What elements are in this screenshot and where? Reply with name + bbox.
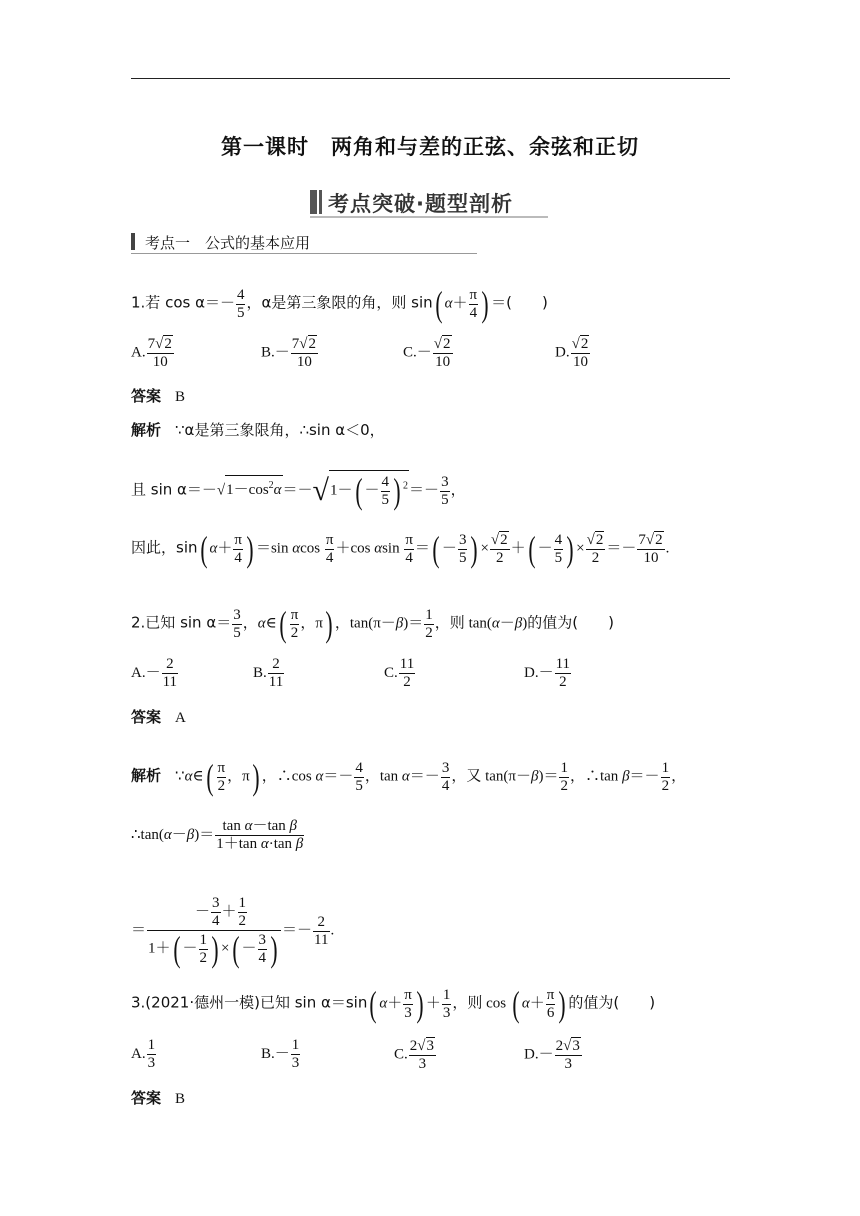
section-banner [310,188,548,218]
q3-answer: 答案 B [131,1089,186,1107]
q2-option-b: B. $\frac{2}{11}$ [253,656,284,690]
subsection-heading [131,230,477,254]
q1-analysis-1: 解析 ∵α是第三象限角，∴sin α＜0， [131,421,385,439]
q3-option-b: B.－ $\frac{1}{3}$ [261,1037,300,1071]
q2-analysis-1: 解析 ∵α∈( $\frac{\pi}{2}$ ，π) ，∴cos α＝－ $\frac{4}{5}$ ，tan α＝－ $\frac{3}{4}$ ，又 tan(π－β)＝ $\frac{1}{2}$ ，∴tan β＝－ $\frac{1}{2}$ ， [131,757,687,797]
header-rule [131,78,730,79]
q1-option-a: A. $\frac{7√2}{10}$ [131,336,172,370]
q2-analysis-3: ＝ － $\frac{3}{4}$ ＋ $\frac{1}{2}$ 1＋( － $\frac{1}{2}$ ) ×( － $\frac{3}{4}$ ) ＝－ $\frac{2}{11}$ . [131,895,335,969]
q2-option-d: D.－ $\frac{11}{2}$ [524,656,571,690]
q2-option-a: A.－ $\frac{2}{11}$ [131,656,178,690]
q3-option-a: A. $\frac{1}{3}$ [131,1037,156,1071]
q3-option-c: C. $\frac{2√3}{3}$ [394,1038,434,1072]
q1-analysis-2: 且 $\sin \alpha=-√1-\cos^2\alpha=-√1-$( － $\frac{4}{5}$ ) $^2$＝－ $\frac{3}{5}$ ， [131,471,466,511]
page-title: 第一课时 两角和与差的正弦、余弦和正切 [221,135,639,159]
q2-option-c: C. $\frac{11}{2}$ [384,656,415,690]
q1-stem: 1.若 cos α＝－ $\frac{4}{5}$ ，α是第三象限的角，则 sin( α＋ $\frac{\pi}{4}$ ) ＝( ) [131,284,548,324]
q2-analysis-2: ∴tan(α－β)＝ $\frac{\text{tan α－tan β}}{\text{1＋tan α·tan β}}$ [131,818,304,852]
q1-option-c: C.－ $\frac{√2}{10}$ [403,336,451,370]
subsection-title: 考点一 公式的基本应用 [145,234,311,252]
banner-text: 考点突破·题型剖析 [328,192,513,216]
q1-answer: 答案 B [131,387,186,405]
q2-answer: 答案 A [131,708,186,726]
q1-option-d: D. $\frac{√2}{10}$ [555,336,589,370]
q2-stem: 2.已知 sin α＝ $\frac{3}{5}$ ，α∈( $\frac{\pi}{2}$ ，π) ，tan(π－β)＝ $\frac{1}{2}$ ，则 tan(α－β)的值为( ) [131,604,614,644]
q3-stem: 3.(2021·德州一模)已知 sin α＝sin( α＋ $\frac{\pi}{3}$ ) ＋ $\frac{1}{3}$ ，则 cos ( α＋ $\frac{\pi}{6}$ ) 的值为( ) [131,984,656,1024]
q3-option-d: D.－ $\frac{2√3}{3}$ [524,1038,580,1072]
q1-option-b: B.－ $\frac{7√2}{10}$ [261,336,316,370]
q1-analysis-3: 因此，sin( α＋ $\frac{\pi}{4}$ ) ＝sin αcos $\frac{\pi}{4}$ ＋cos αsin $\frac{\pi}{4}$ ＝( － $\frac{3}{5}$ ) × $\frac{√2}{2}$ ＋( － $\frac{4}{5}$ ) × $\frac{√2}{2}$ ＝－ $\frac{7√2}{10}$ . [131,529,670,569]
